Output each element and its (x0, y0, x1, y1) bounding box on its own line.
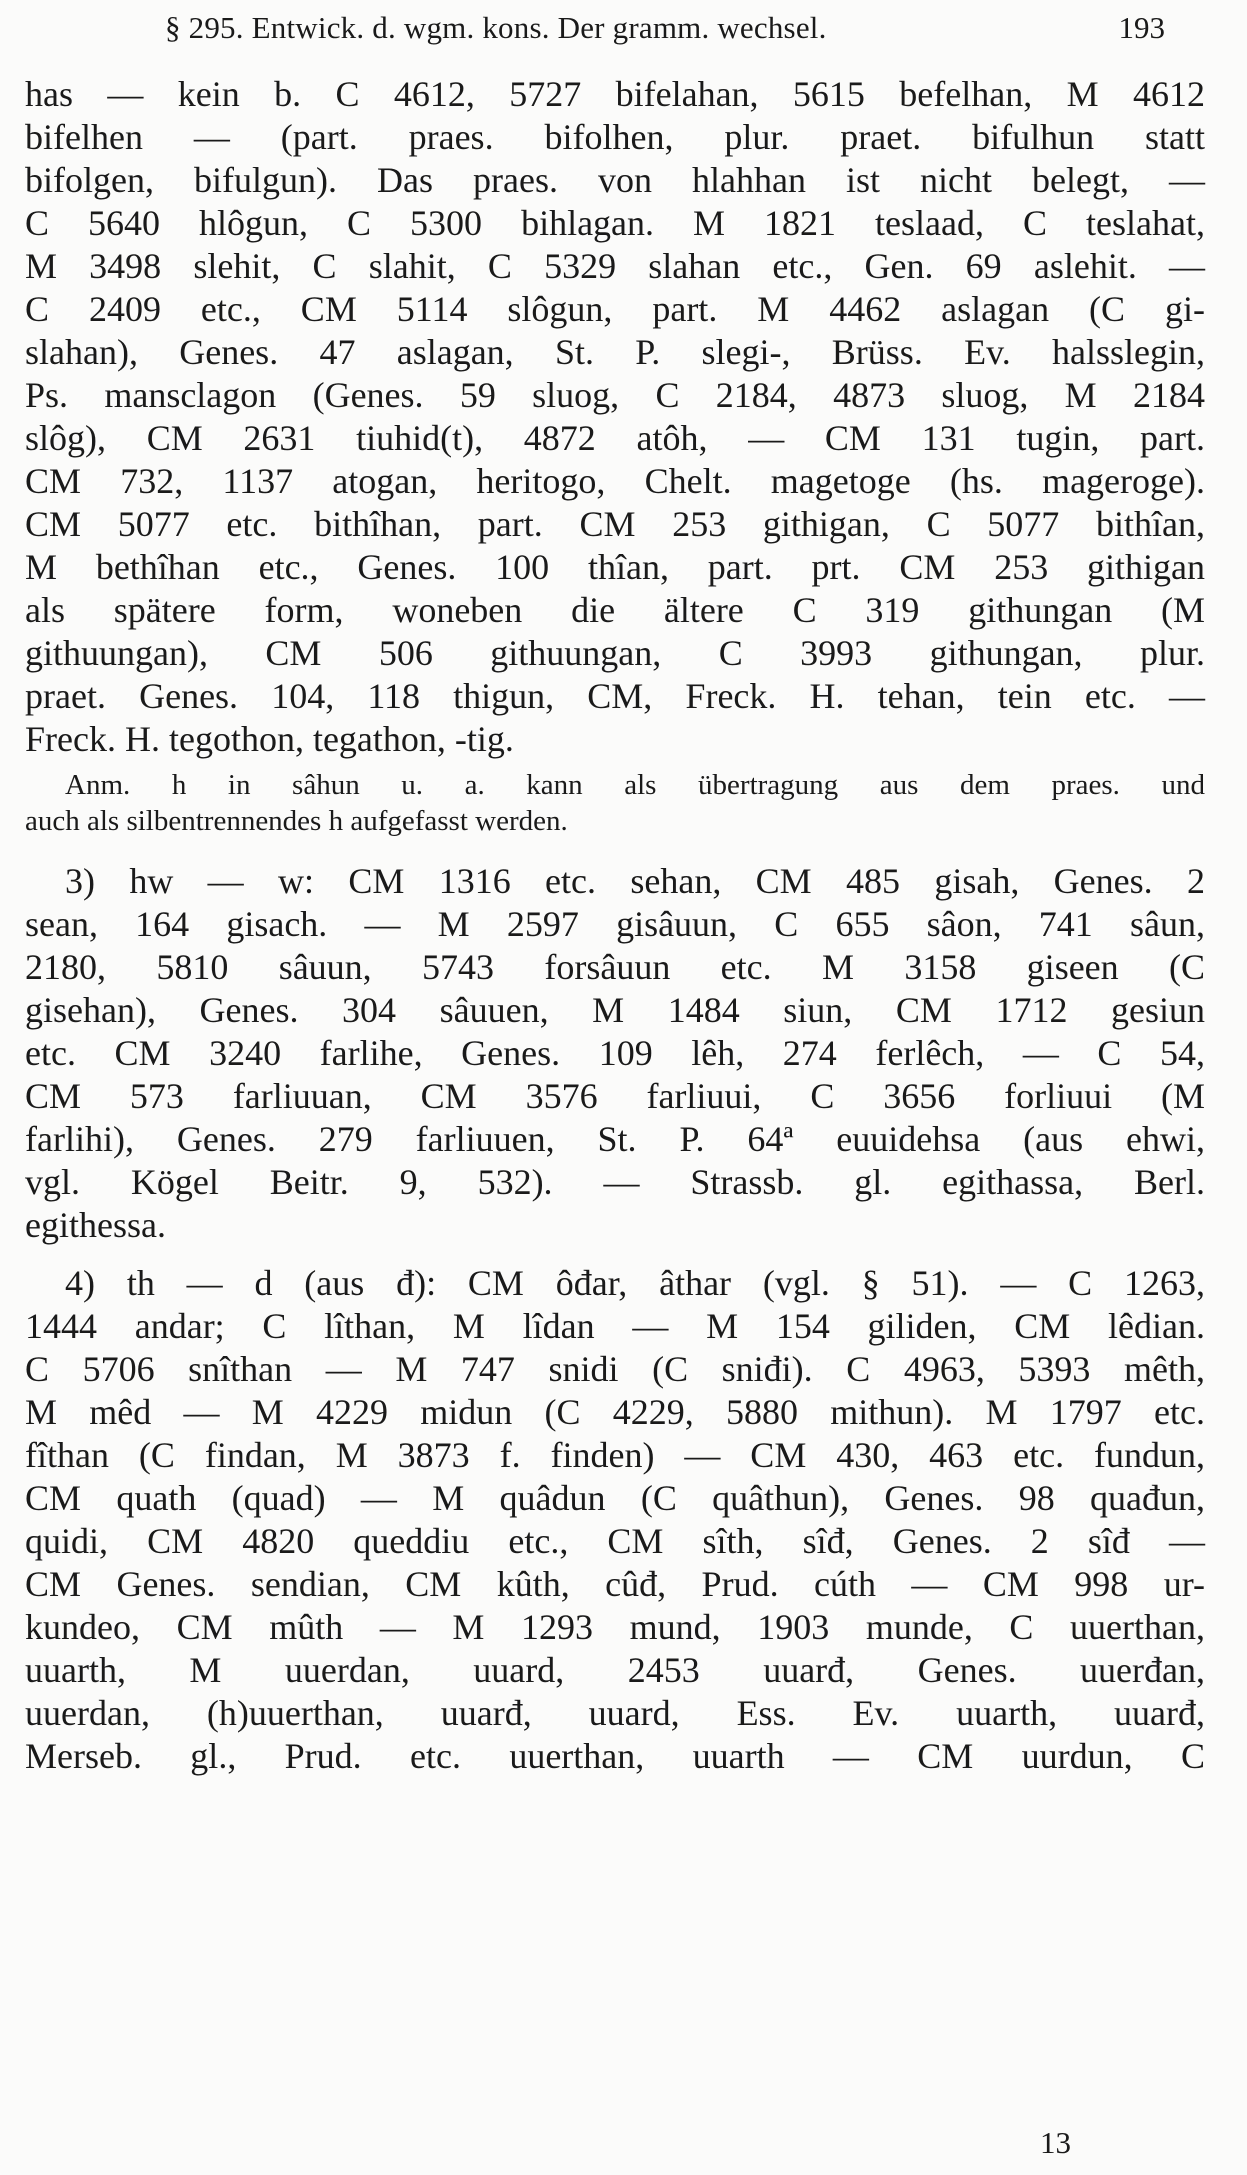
section-4-line: kundeo, CM mûth — M 1293 mund, 1903 munde, C uuerthan, (25, 1607, 1205, 1647)
section-4-line: fîthan (C findan, M 3873 f. finden) — CM 430, 463 etc. fundun, (25, 1435, 1205, 1475)
text-line: praet. Genes. 104, 118 thigun, CM, Freck. H. tehan, tein etc. — (25, 676, 1205, 716)
section-4-line: C 5706 snîthan — M 747 snidi (C sniđi). C 4963, 5393 mêth, (25, 1349, 1205, 1389)
page-number: 193 (1118, 10, 1165, 45)
section-4-line: CM quath (quad) — M quâdun (C quâthun), Genes. 98 quađun, (25, 1478, 1205, 1518)
text-line: C 2409 etc., CM 5114 slôgun, part. M 4462 aslagan (C gi- (25, 289, 1205, 329)
text-line: slôg), CM 2631 tiuhid(t), 4872 atôh, — CM 131 tugin, part. (25, 418, 1205, 458)
running-head (140, 10, 1205, 50)
section-4-line: CM Genes. sendian, CM kûth, cûđ, Prud. cúth — CM 998 ur- (25, 1564, 1205, 1604)
text-line: has — kein b. C 4612, 5727 bifelahan, 5615 befelhan, M 4612 (25, 74, 1205, 114)
text-line: CM 732, 1137 atogan, heritogo, Chelt. magetoge (hs. mageroge). (25, 461, 1205, 501)
section-4-line: uuerdan, (h)uuerthan, uuarđ, uuard, Ess. Ev. uuarth, uuarđ, (25, 1693, 1205, 1733)
section-3-line: vgl. Kögel Beitr. 9, 532). — Strassb. gl. egithassa, Berl. (25, 1162, 1205, 1202)
section-4-line: quidi, CM 4820 queddiu etc., CM sîth, sîđ, Genes. 2 sîđ — (25, 1521, 1205, 1561)
section-3-line: farlihi), Genes. 279 farliuuen, St. P. 64ª euuidehsa (aus ehwi, (25, 1119, 1205, 1159)
section-3-line: 2180, 5810 sâuun, 5743 forsâuun etc. M 3158 giseen (C (25, 947, 1205, 987)
note-line: Anm. h in sâhun u. a. kann als übertragung aus dem praes. und (65, 769, 1205, 801)
section-3-line: sean, 164 gisach. — M 2597 gisâuun, C 655 sâon, 741 sâun, (25, 904, 1205, 944)
text-line: Ps. mansclagon (Genes. 59 sluog, C 2184, 4873 sluog, M 2184 (25, 375, 1205, 415)
section-4-line: 4) th — d (aus đ): CM ôđar, âthar (vgl. § 51). — C 1263, (65, 1263, 1205, 1303)
section-3-line: egithessa. (25, 1205, 166, 1245)
signature-mark: 13 (1040, 2125, 1071, 2160)
text-line: githuungan), CM 506 githuungan, C 3993 githungan, plur. (25, 633, 1205, 673)
running-head-title: § 295. Entwick. d. wgm. kons. Der gramm. wechsel. (165, 10, 827, 45)
text-line: Freck. H. tegothon, tegathon, -tig. (25, 719, 514, 759)
section-4-line: 1444 andar; C lîthan, M lîdan — M 154 giliden, CM lêdian. (25, 1306, 1205, 1346)
text-line: bifelhen — (part. praes. bifolhen, plur. praet. bifulhun statt (25, 117, 1205, 157)
text-line: als spätere form, woneben die ältere C 319 githungan (M (25, 590, 1205, 630)
section-4-line: M mêd — M 4229 midun (C 4229, 5880 mithun). M 1797 etc. (25, 1392, 1205, 1432)
text-line: CM 5077 etc. bithîhan, part. CM 253 githigan, C 5077 bithîan, (25, 504, 1205, 544)
text-line: slahan), Genes. 47 aslagan, St. P. slegi-, Brüss. Ev. halsslegin, (25, 332, 1205, 372)
text-line: C 5640 hlôgun, C 5300 bihlagan. M 1821 teslaad, C teslahat, (25, 203, 1205, 243)
section-4-line: Merseb. gl., Prud. etc. uuerthan, uuarth — CM uurdun, C (25, 1736, 1205, 1776)
text-line: M bethîhan etc., Genes. 100 thîan, part. prt. CM 253 githigan (25, 547, 1205, 587)
text-line: M 3498 slehit, C slahit, C 5329 slahan etc., Gen. 69 aslehit. — (25, 246, 1205, 286)
note-line: auch als silbentrennendes h aufgefasst werden. (25, 805, 568, 837)
text-line: bifolgen, bifulgun). Das praes. von hlahhan ist nicht belegt, — (25, 160, 1205, 200)
section-4-line: uuarth, M uuerdan, uuard, 2453 uuarđ, Genes. uuerđan, (25, 1650, 1205, 1690)
section-3-line: etc. CM 3240 farlihe, Genes. 109 lêh, 274 ferlêch, — C 54, (25, 1033, 1205, 1073)
section-3-line: CM 573 farliuuan, CM 3576 farliuui, C 3656 forliuui (M (25, 1076, 1205, 1116)
section-3-line: gisehan), Genes. 304 sâuuen, M 1484 siun, CM 1712 gesiun (25, 990, 1205, 1030)
section-3-line: 3) hw — w: CM 1316 etc. sehan, CM 485 gisah, Genes. 2 (65, 861, 1205, 901)
